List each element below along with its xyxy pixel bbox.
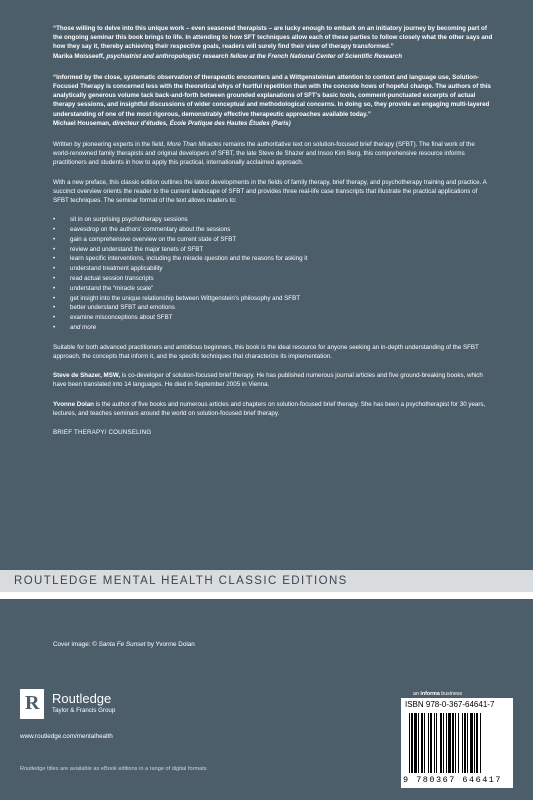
barcode-icon — [409, 713, 505, 773]
barcode-bar — [470, 713, 473, 773]
list-item: • better understand SFBT and emotions — [53, 303, 493, 313]
barcode-bar — [446, 713, 447, 773]
barcode-bar — [436, 713, 437, 773]
endorser-affiliation-1: psychiatrist and anthropologist; research fellow at the French National Center of Scientific Research — [106, 52, 403, 60]
endorser-name-2: Michael Houseman, — [53, 119, 111, 127]
endorsement-quote-1: “Those willing to delve into this unique work – even seasoned therapists – are lucky enough to embark on an initiatory journey by becoming part of the ongoing seminar this book brings to life. In attending to how SFT techniques allow each of these parties to follow closely what the other says and how they say it, thereby achieving their respective goals, readers will surely find their view of therapy transformed.” — [53, 25, 493, 51]
feature-list — [53, 215, 493, 333]
barcode-bar — [452, 713, 454, 773]
publisher-name: Routledge — [52, 691, 112, 706]
list-item: • learn specific interventions, including the miracle question and the reasons for asking it — [53, 254, 493, 264]
author-bio-2: Yvonne Dolan is the author of five books and numerous articles and chapters on solution-focused brief therapy. She has been a psychotherapist for 30 years, lectures, and teaches seminars around the world on solution-focused brief therapy. — [53, 400, 486, 417]
barcode-bar — [428, 713, 429, 773]
endorser-name-1: Marika Moisseeff, — [53, 52, 105, 60]
endorsement-attribution-2 — [53, 119, 493, 128]
endorser-affiliation-2: directeur d’études, École Pratique des Hautes Études (Paris) — [112, 119, 291, 127]
barcode-bar — [440, 713, 442, 773]
barcode-bar — [474, 713, 475, 773]
list-item: • eavesdrop on the authors’ commentary about the sessions — [53, 225, 493, 235]
barcode-bar — [418, 713, 419, 773]
barcode-bar — [480, 713, 481, 773]
back-cover-text — [53, 24, 493, 447]
barcode-bar — [411, 713, 413, 773]
barcode-bar — [424, 713, 425, 773]
list-item: • understand treatment applicability — [53, 264, 493, 274]
list-item-and-more: • and more — [53, 323, 493, 333]
barcode-bar — [414, 713, 417, 773]
series-band — [0, 570, 533, 592]
list-item: • gain a comprehensive overview on the current state of SFBT — [53, 235, 493, 245]
barcode-bar — [464, 713, 466, 773]
list-item: • examine misconceptions about SFBT — [53, 313, 493, 323]
barcode-box — [401, 698, 513, 788]
list-item: • sit in on surprising psychotherapy sessions — [53, 215, 493, 225]
barcode-bar — [462, 713, 463, 773]
cover-credit: Cover image: © Santa Fe Sunset by Yvonne Dolan — [53, 641, 195, 648]
description-paragraph-3: Suitable for both advanced practitioners and ambitious beginners, this book is the ideal resource for anyone seeking an in-depth understanding of the SFBT approach, the concepts that inform it, and the specific techniques that characterize its implementation. — [53, 343, 479, 361]
endorsement-quote-2: “Informed by the close, systematic observation of therapeutic encounters and a Wittgensteinian attention to context and language use, Solution-Focused Therapy is concerned less with the theoretical whys of hurtful repetition than with the concrete hows of hopeful change. The authors of this analytically generous volume tack back-and-forth between grounded explanations of SFT’s basic tools, comment-punctuated excerpts of actual therapy sessions, and insightful discussions of wider conceptual and methodological concerns. In doing so, they provide an engaging multi-layered understanding of one of the most rigorous, demonstrably effective therapeutic approaches available today.” — [53, 73, 491, 118]
barcode-bar — [430, 713, 432, 773]
publisher-group: Taylor & Francis Group — [52, 707, 116, 714]
author-name-1: Steve de Shazer, MSW, — [53, 372, 121, 380]
barcode-bar — [409, 713, 410, 773]
isbn-label: ISBN 978-0-367-64641-7 — [405, 700, 495, 709]
list-item: • get insight into the unique relationship between Wittgenstein’s philosophy and SFBT — [53, 294, 493, 304]
band-divider — [0, 592, 533, 599]
barcode-bar — [476, 713, 478, 773]
barcode-bar — [458, 713, 459, 773]
barcode-bar — [467, 713, 468, 773]
barcode-bar — [443, 713, 444, 773]
book-title: More Than Miracles — [166, 141, 222, 149]
barcode-bar — [421, 713, 423, 773]
subject-category: BRIEF THERAPY/ COUNSELING — [53, 429, 152, 437]
barcode-digits: 9 780367 646417 — [403, 775, 503, 785]
informa-business-note: an informa business — [413, 691, 463, 697]
author-name-2: Yvonne Dolan — [53, 400, 94, 408]
ebook-note: Routledge titles are available as eBook editions in a range of digital formats — [20, 766, 207, 772]
description-paragraph-1: Written by pioneering experts in the field, More Than Miracles remains the authoritative text on solution-focused brief therapy (SFBT). The final work of the world-renowned family therapists and original developers of SFBT, the late Steve de Shazer and Insoo Kim Berg, this comprehensive resource informs practitioners and students in how to apply this practical, internationally acclaimed approach. — [53, 141, 475, 167]
list-item: • read actual session transcripts — [53, 274, 493, 284]
publisher-website: www.routledge.com/mentalhealth — [20, 733, 113, 740]
routledge-logo-icon — [20, 689, 44, 719]
series-title: ROUTLEDGE MENTAL HEALTH CLASSIC EDITIONS — [14, 575, 348, 587]
barcode-bar — [455, 713, 456, 773]
list-item: • review and understand the major tenets of SFBT — [53, 245, 493, 255]
description-paragraph-2: With a new preface, this classic edition outlines the latest developments in the fields of family therapy, brief therapy, and psychotherapy training and practice. A succinct overview orients the reader to the current landscape of SFBT and provides three real-life case transcripts that illustrate the practical applications of SFBT techniques. The seminar format of the text allows readers to: — [53, 178, 487, 205]
list-item: • understand the “miracle scale” — [53, 284, 493, 294]
barcode-bar — [448, 713, 451, 773]
author-bio-1: Steve de Shazer, MSW, is co-developer of solution-focused brief therapy. He has published numerous journal articles and five ground-breaking books, which have been translated into 14 languages. He died in September 2005 in Vienna. — [53, 372, 483, 389]
endorsement-attribution-1 — [53, 52, 493, 61]
barcode-bar — [434, 713, 435, 773]
